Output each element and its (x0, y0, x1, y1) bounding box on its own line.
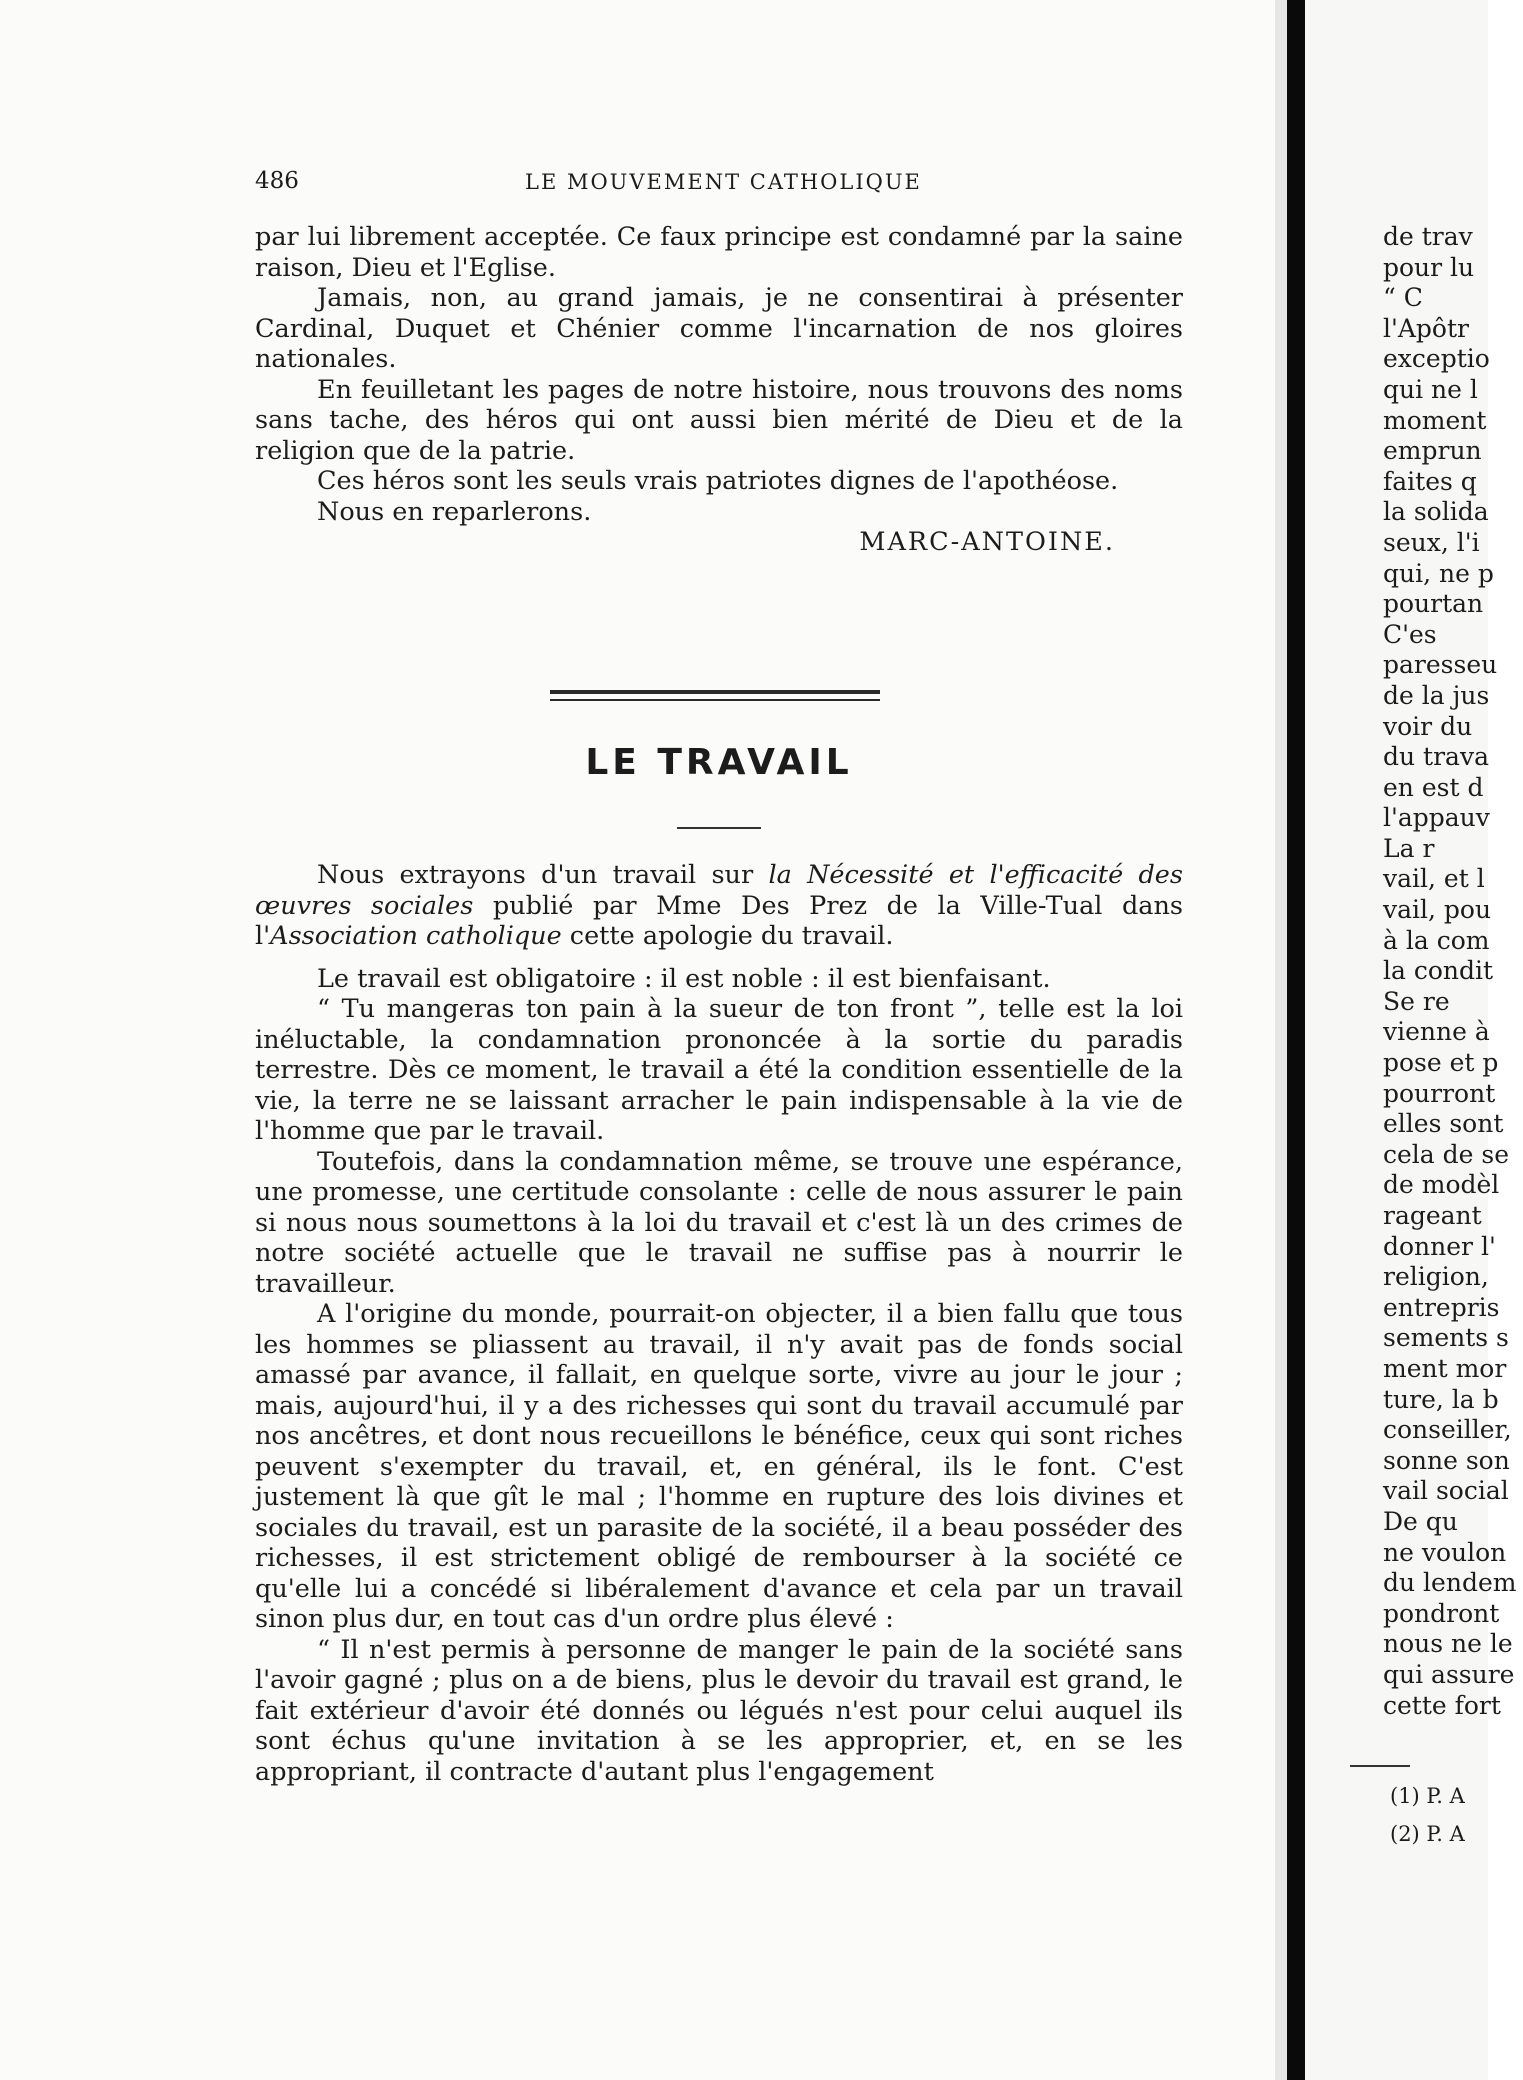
facing-page-line: pour lu (1383, 252, 1475, 282)
facing-page-line: “ C (1383, 283, 1423, 313)
paragraph: Nous en reparlerons. (317, 496, 592, 527)
facing-page-line: de modèl (1383, 1170, 1500, 1200)
facing-page-line: entrepris (1383, 1292, 1500, 1322)
facing-page-line: vail, pou (1383, 895, 1492, 925)
facing-page-line: l'Apôtr (1383, 313, 1469, 343)
author-signature: MARC-ANTOINE. (859, 527, 1115, 557)
facing-page-line: conseiller, (1383, 1415, 1512, 1445)
facing-page-line: moment (1383, 405, 1487, 435)
facing-page-line: exceptio (1383, 344, 1490, 374)
page-header (255, 168, 1175, 202)
facing-page-line: ture, la b (1383, 1384, 1499, 1414)
facing-page (1305, 0, 1517, 2080)
facing-page-line: en est d (1383, 772, 1484, 802)
footnote: (1) P. A (1390, 1784, 1465, 1808)
facing-page-line: la condit (1383, 956, 1494, 986)
facing-page-line: de trav (1383, 222, 1473, 251)
previous-article-ending (255, 222, 1183, 558)
facing-page-line: cette fort (1383, 1690, 1501, 1720)
facing-page-line: nous ne le (1383, 1629, 1513, 1659)
cited-journal: Association catholique (270, 921, 562, 951)
book-spine (1287, 0, 1305, 2080)
facing-page-line: cela de se (1383, 1139, 1510, 1169)
page-number: 486 (255, 168, 299, 194)
facing-page-line: du trava (1383, 742, 1489, 772)
facing-page-line: C'es (1383, 619, 1437, 649)
paragraph: Toutefois, dans la condamnation même, se trouve une espérance, une promesse, une certitude consolante : celle de nous assurer le pain si nous nous soumettons à la loi du travail et c'est là un des crimes de notre société actuelle que le travail ne suffise pas à nourrir le travailleur. (255, 1146, 1183, 1299)
facing-page-line: paresseu (1383, 650, 1498, 680)
section-divider (550, 690, 880, 701)
facing-page-line: qui ne l (1383, 374, 1478, 404)
facing-page-text (1383, 222, 1523, 1721)
paragraph: par lui librement acceptée. Ce faux principe est condamné par la saine raison, Dieu et l'Eglise. (255, 222, 1183, 283)
facing-page-line: pourtan (1383, 589, 1484, 619)
footnote-rule (1350, 1765, 1410, 1767)
facing-page-line: faites q (1383, 466, 1477, 496)
paragraph: Le travail est obligatoire : il est noble : il est bienfaisant. (317, 963, 1051, 994)
article-title: LE TRAVAIL (585, 742, 853, 783)
footnote: (2) P. A (1390, 1822, 1465, 1846)
facing-page-line: voir du (1383, 711, 1473, 741)
facing-page-line: rageant (1383, 1201, 1482, 1230)
facing-page-line: qui assure (1383, 1659, 1515, 1689)
facing-page-line: pourront (1383, 1078, 1496, 1108)
facing-page-line: la solida (1383, 497, 1489, 527)
paragraph: “ Tu mangeras ton pain à la sueur de ton front ”, telle est la loi inéluctable, la condamnation prononcée à la sortie du paradis terrestre. Dès ce moment, le travail a été la condition essentielle de la vie, la terre ne se laissant arracher le pain indispensable à la vie de l'homme que par le travail. (255, 994, 1183, 1146)
page-gutter (1275, 0, 1287, 2080)
facing-page-line: religion, (1383, 1262, 1489, 1292)
facing-page-line: ment mor (1383, 1353, 1507, 1383)
title-underline (677, 827, 761, 829)
facing-page-line: Se re (1383, 986, 1450, 1016)
facing-page-line: sements s (1383, 1323, 1509, 1353)
paragraph: Jamais, non, au grand jamais, je ne consentirai à présenter Cardinal, Duquet et Chénier comme l'incarnation de nos gloires nationales. (255, 283, 1183, 374)
facing-page-line: qui, ne p (1383, 558, 1494, 588)
facing-page-line: seux, l'i (1383, 527, 1480, 557)
paragraph: A l'origine du monde, pourrait-on objecter, il a bien fallu que tous les hommes se pliassent au travail, il n'y avait pas de fonds social amassé par avance, il fallait, en quelque sorte, vivre au jour le jour ; mais, aujourd'hui, il y a des richesses qui sont du travail accumulé par nos ancêtres, et dont nous recueillons le bénéfice, ceux qui sont riches peuvent s'exempter du travail, et, en général, ils le font. C'est justement là que gît le mal ; l'homme en rupture des lois divines et sociales du travail, est un parasite de la société, il a beau posséder des richesses, il est strictement obligé de rembourser à la société ce qu'elle lui a concédé si libéralement d'avance et cela par un travail sinon plus dur, en tout cas d'un ordre plus élevé : (255, 1299, 1183, 1634)
facing-page-line: pose et p (1383, 1048, 1499, 1078)
facing-page-line: sonne son (1383, 1445, 1510, 1475)
cited-work-title: la Nécessité et l'efficacité des œuvres sociales (255, 860, 1183, 921)
facing-page-line: ne voulon (1383, 1537, 1507, 1567)
facing-page-line: vienne à (1383, 1017, 1490, 1047)
facing-page-line: du lendem (1383, 1568, 1517, 1598)
article-body (255, 860, 1183, 1787)
facing-page-line: donner l' (1383, 1231, 1496, 1261)
article-intro: Nous extrayons d'un travail sur la Nécessité et l'efficacité des œuvres sociales publié par Mme Des Prez de la Ville-Tual dans l'Association catholique cette apologie du travail. (255, 860, 1183, 951)
facing-page-line: De qu (1383, 1506, 1458, 1536)
facing-page-line: La r (1383, 833, 1435, 863)
facing-page-line: de la jus (1383, 680, 1490, 710)
running-head: LE MOUVEMENT CATHOLIQUE (525, 170, 922, 194)
facing-page-line: emprun (1383, 436, 1482, 466)
paragraph: En feuilletant les pages de notre histoire, nous trouvons des noms sans tache, des héros qui ont aussi bien mérité de Dieu et de la religion que de la patrie. (255, 374, 1183, 466)
facing-page-line: l'appauv (1383, 803, 1490, 833)
facing-page-line: vail, et l (1383, 864, 1485, 894)
facing-page-line: elles sont (1383, 1109, 1504, 1139)
facing-page-line: vail social (1383, 1476, 1509, 1506)
paragraph: “ Il n'est permis à personne de manger le pain de la société sans l'avoir gagné ; plus on a de biens, plus le devoir du travail est grand, le fait extérieur d'avoir été donnés ou légués n'est pour celui auquel ils sont échus qu'une invitation à se les approprier, et, en se les appropriant, il contracte d'autant plus l'engagement (255, 1634, 1183, 1787)
paragraph: Ces héros sont les seuls vrais patriotes dignes de l'apothéose. (317, 466, 1119, 496)
facing-page-line: pondront (1383, 1598, 1500, 1628)
facing-page-line: à la com (1383, 925, 1490, 955)
